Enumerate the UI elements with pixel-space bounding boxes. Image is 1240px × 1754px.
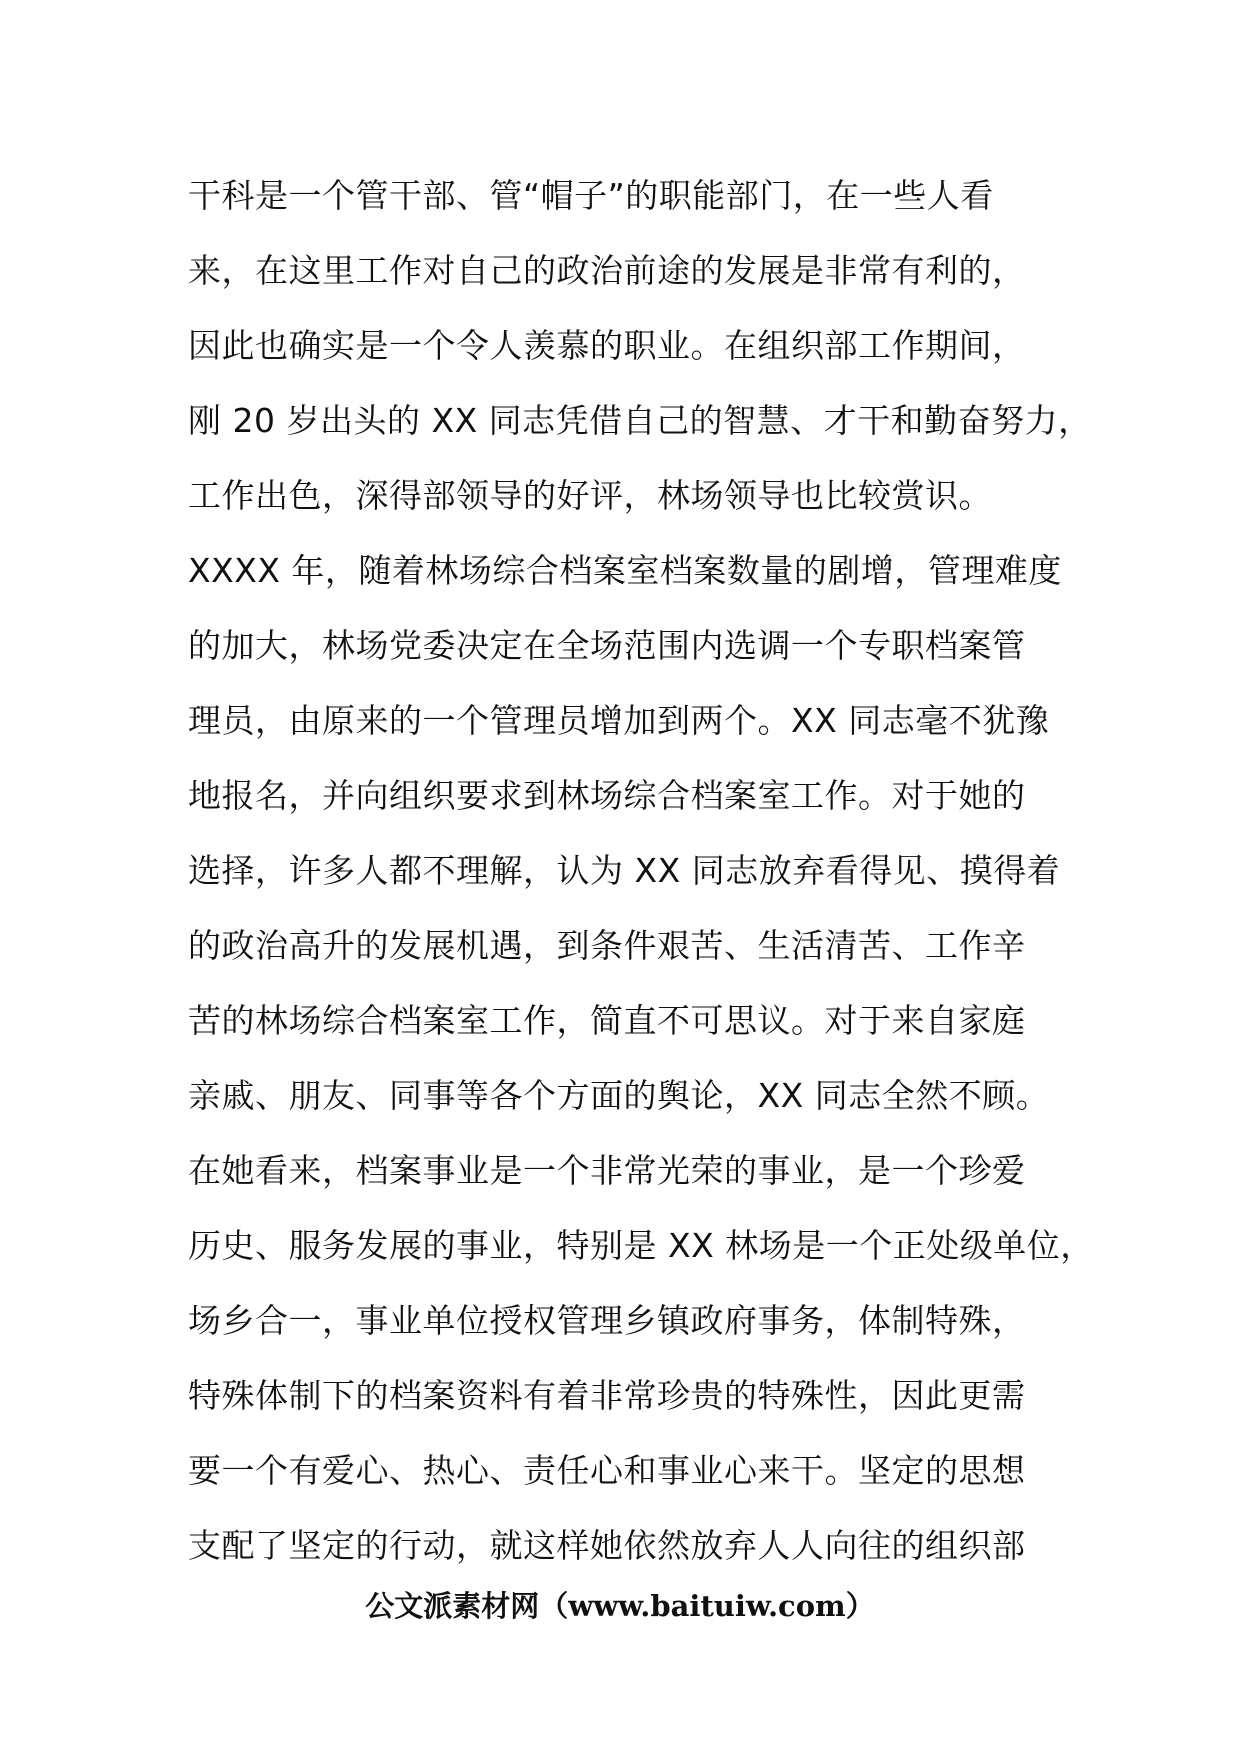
text-line: 因此也确实是一个令人羡慕的职业。在组织部工作期间， xyxy=(188,326,1026,365)
footer-watermark: 公文派素材网（www.baituiw.com） xyxy=(365,1589,875,1623)
text-line: 的政治高升的发展机遇，到条件艰苦、生活清苦、工作辛 xyxy=(188,926,1026,965)
text-line: 支配了坚定的行动，就这样她依然放弃人人向往的组织部 xyxy=(188,1526,1026,1565)
text-line: 历史、服务发展的事业，特别是 XX 林场是一个正处级单位， xyxy=(188,1226,1094,1265)
text-line: 特殊体制下的档案资料有着非常珍贵的特殊性，因此更需 xyxy=(188,1376,1026,1415)
text-line: XXXX 年，随着林场综合档案室档案数量的剧增，管理难度 xyxy=(188,551,1062,590)
text-line: 在她看来，档案事业是一个非常光荣的事业，是一个珍爱 xyxy=(188,1151,1026,1190)
text-line: 刚 20 岁出头的 XX 同志凭借自己的智慧、才干和勤奋努力， xyxy=(188,401,1092,440)
text-line: 场乡合一，事业单位授权管理乡镇政府事务，体制特殊， xyxy=(188,1301,1026,1340)
body-paragraph xyxy=(188,158,1094,1583)
text-line: 亲戚、朋友、同事等各个方面的舆论，XX 同志全然不顾。 xyxy=(188,1076,1050,1115)
text-line: 地报名，并向组织要求到林场综合档案室工作。对于她的 xyxy=(188,776,1026,815)
text-line: 来，在这里工作对自己的政治前途的发展是非常有利的， xyxy=(188,251,1026,290)
text-line: 的加大，林场党委决定在全场范围内选调一个专职档案管 xyxy=(188,626,1026,665)
text-line: 选择，许多人都不理解，认为 XX 同志放弃看得见、摸得着 xyxy=(188,851,1061,890)
text-line: 苦的林场综合档案室工作，简直不可思议。对于来自家庭 xyxy=(188,1001,1026,1040)
text-line: 工作出色，深得部领导的好评，林场领导也比较赏识。 xyxy=(188,476,992,515)
text-line: 理员，由原来的一个管理员增加到两个。XX 同志毫不犹豫 xyxy=(188,701,1050,740)
text-line: 要一个有爱心、热心、责任心和事业心来干。坚定的思想 xyxy=(188,1451,1026,1490)
text-line: 干科是一个管干部、管“帽子”的职能部门，在一些人看 xyxy=(188,176,994,215)
